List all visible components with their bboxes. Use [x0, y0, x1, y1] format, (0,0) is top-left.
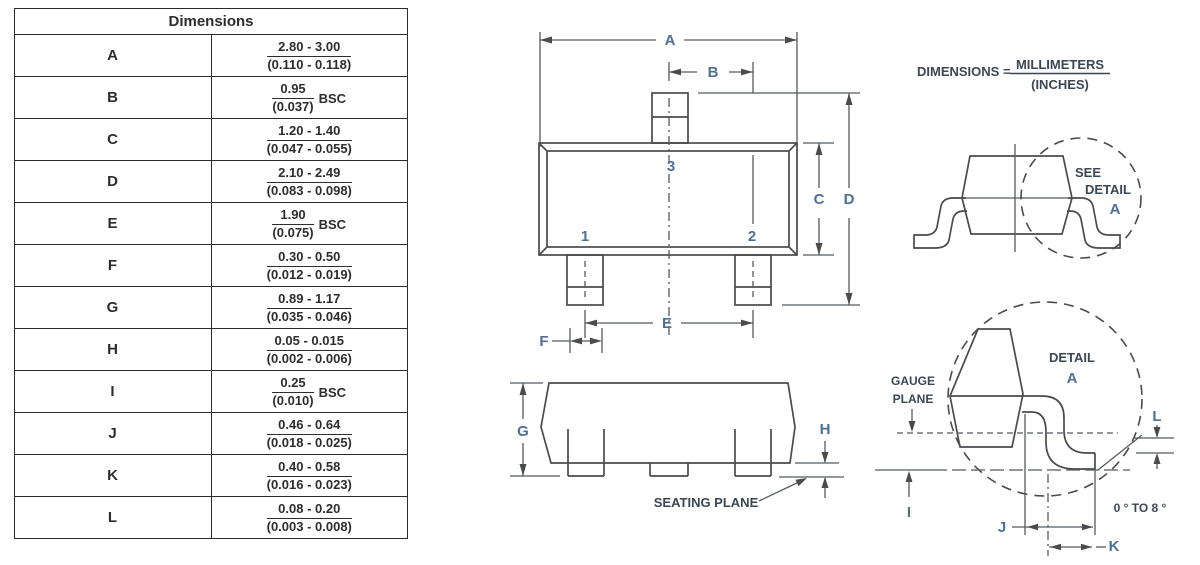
- dim-letter: G: [15, 287, 212, 329]
- pin-label-1: 1: [580, 228, 590, 245]
- package-outline-drawing: [430, 0, 1200, 565]
- table-row: [15, 371, 408, 413]
- table-row: [15, 77, 408, 119]
- dim-value: $\frac{0.95}{(0.037)}$ BSC: [272, 80, 347, 114]
- table-row: [15, 287, 408, 329]
- top-view-drawing: [539, 32, 860, 353]
- table-row: [15, 329, 408, 371]
- dim-letter: B: [15, 77, 212, 119]
- table-row: [15, 119, 408, 161]
- table-row: [15, 455, 408, 497]
- dim-callout-J: J: [997, 519, 1007, 536]
- units-note-prefix: DIMENSIONS =: [917, 64, 1011, 79]
- dim-letter: I: [15, 371, 212, 413]
- detail-a-title-letter: A: [1066, 370, 1078, 387]
- dim-value: $\frac{0.30 - 0.50}{(0.012 - 0.019)}$: [266, 248, 352, 282]
- table-title: Dimensions: [15, 9, 408, 35]
- dim-callout-D: D: [843, 191, 855, 208]
- dim-callout-G: G: [517, 423, 529, 440]
- table-row: [15, 161, 408, 203]
- see-detail-label-a: A: [1109, 201, 1121, 218]
- dim-callout-B: B: [707, 64, 719, 81]
- pin-label-2: 2: [747, 228, 757, 245]
- dimensions-table: [14, 8, 408, 539]
- units-note-denominator: (INCHES): [1031, 77, 1089, 92]
- dim-value: $\frac{0.08 - 0.20}{(0.003 - 0.008)}$: [266, 500, 352, 534]
- table-row: [15, 203, 408, 245]
- table-row: [15, 35, 408, 77]
- side-view-drawing: [510, 383, 844, 510]
- dim-letter: F: [15, 245, 212, 287]
- dim-callout-E: E: [661, 315, 673, 332]
- dim-letter: A: [15, 35, 212, 77]
- dim-callout-C: C: [813, 191, 825, 208]
- see-detail-label-see: SEE: [1074, 165, 1102, 180]
- detail-a-title: DETAIL: [1049, 350, 1095, 365]
- gauge-plane-label-gauge: GAUGE: [890, 374, 936, 388]
- detail-a-drawing: [875, 302, 1174, 556]
- dim-letter: J: [15, 413, 212, 455]
- dim-value: $\frac{1.20 - 1.40}{(0.047 - 0.055)}$: [266, 122, 352, 156]
- dim-callout-I: I: [906, 504, 912, 521]
- dim-value: $\frac{1.90}{(0.075)}$ BSC: [272, 206, 347, 240]
- table-row: [15, 413, 408, 455]
- dim-value: $\frac{0.05 - 0.015}{(0.002 - 0.006)}$: [266, 332, 352, 366]
- dim-letter: C: [15, 119, 212, 161]
- seating-plane-label: SEATING PLANE: [653, 495, 759, 510]
- dim-callout-K: K: [1108, 538, 1120, 555]
- see-detail-label-detail: DETAIL: [1085, 182, 1131, 197]
- dim-value: $\frac{0.46 - 0.64}{(0.018 - 0.025)}$: [266, 416, 352, 450]
- table-row: [15, 497, 408, 539]
- dim-callout-H: H: [819, 421, 831, 438]
- dim-letter: D: [15, 161, 212, 203]
- dim-value: $\frac{2.80 - 3.00}{(0.110 - 0.118)}$: [267, 38, 352, 72]
- pin-label-3: 3: [666, 158, 676, 175]
- dim-value: $\frac{0.40 - 0.58}{(0.016 - 0.023)}$: [266, 458, 352, 492]
- dim-letter: E: [15, 203, 212, 245]
- dim-letter: L: [15, 497, 212, 539]
- dim-callout-A: A: [664, 32, 676, 49]
- units-note-numerator: MILLIMETERS: [1015, 57, 1105, 72]
- dim-value: $\frac{0.89 - 1.17}{(0.035 - 0.046)}$: [266, 290, 352, 324]
- lead-angle-label: 0 ° TO 8 °: [1113, 501, 1167, 515]
- table-row: [15, 245, 408, 287]
- dim-callout-F: F: [539, 333, 549, 350]
- dim-callout-L: L: [1152, 408, 1162, 425]
- end-view-drawing: [914, 138, 1141, 258]
- units-note: [917, 57, 1110, 92]
- table-header-row: [15, 9, 408, 35]
- gauge-plane-label-plane: PLANE: [892, 392, 934, 406]
- dim-letter: K: [15, 455, 212, 497]
- dim-value: $\frac{0.25}{(0.010)}$ BSC: [272, 374, 347, 408]
- dim-letter: H: [15, 329, 212, 371]
- dim-value: $\frac{2.10 - 2.49}{(0.083 - 0.098)}$: [266, 164, 352, 198]
